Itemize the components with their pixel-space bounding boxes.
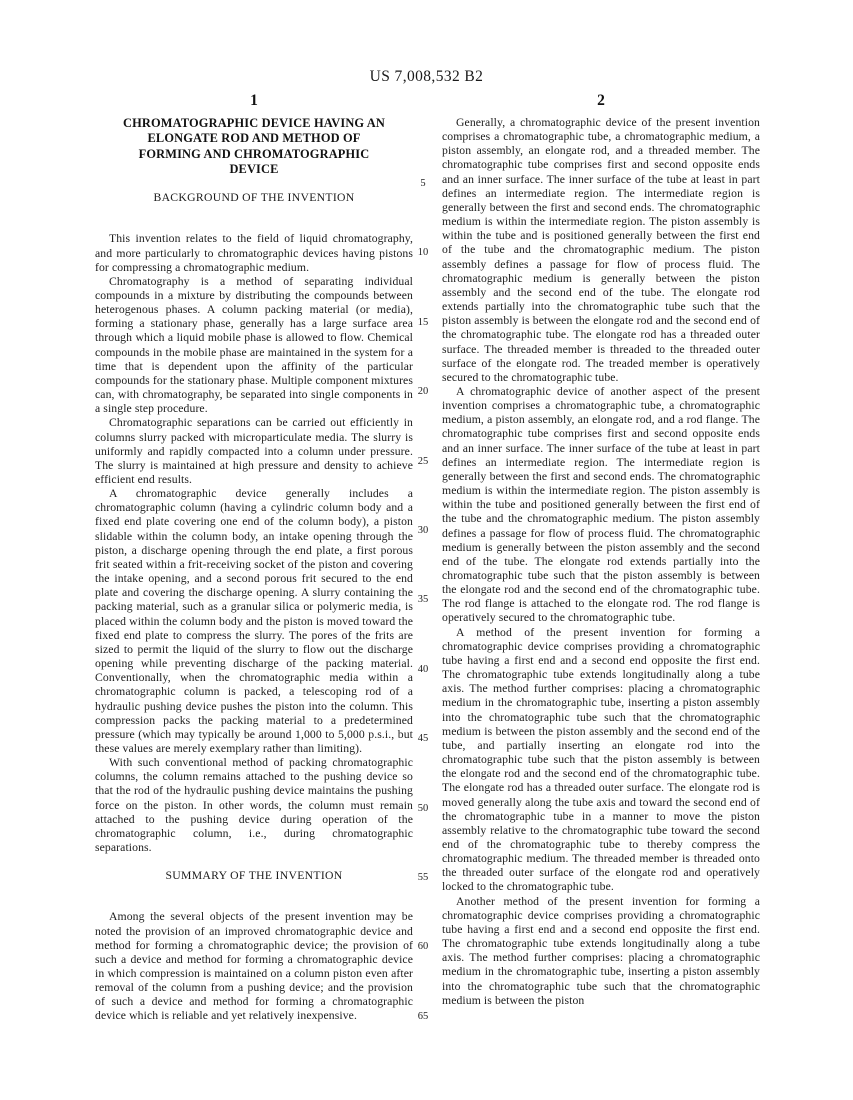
paragraph: With such conventional method of packing chromatographic columns, the column remains attached to the pushing device so that the rod of the hydraulic pushing device maintains the pushing force on the piston. In other words, the column must remain attached to the pushing device during operation of the chromatographic column, i.e., during chromatographic separations. xyxy=(95,756,413,855)
invention-title: CHROMATOGRAPHIC DEVICE HAVING AN ELONGATE ROD AND METHOD OF FORMING AND CHROMATOGRAPHIC DEVICE xyxy=(123,116,385,176)
left-column xyxy=(95,93,413,1024)
right-column xyxy=(442,93,760,1008)
line-number: 20 xyxy=(417,386,429,398)
paragraph: A chromatographic device generally includes a chromatographic column (having a cylindric column body and a fixed end plate covering one end of the column body), a piston slidable within the column body, an intake opening through the piston, a discharge opening through the end plate, a first porous frit seated within a frit-receiving socket of the piston and covering the intake opening, and a second porous frit secured to the end plate and covering the discharge opening. A slurry containing the packing material, such as a granular silica or polymeric media, is placed within the column body and the piston is moved toward the fixed end plate to compress the slurry. The pores of the frits are sized to permit the liquid of the slurry to flow out the discharge opening while preventing discharge of the packing material. Conventionally, when the chromatographic media within a chromatographic column is packed, a telescoping rod of a hydraulic pushing device pushes the piston into the column. This compression packs the packing material to a predetermined pressure (which may typically be around 1,000 to 5,000 p.s.i., but these values are merely exemplary rather than limiting). xyxy=(95,487,413,755)
line-number: 25 xyxy=(417,455,429,467)
left-column-sections xyxy=(95,191,413,1023)
line-number: 50 xyxy=(417,802,429,814)
line-number: 10 xyxy=(417,247,429,259)
paragraph: This invention relates to the field of liquid chromatography, and more particularly to chromatographic devices having pistons for compressing a chromatographic medium. xyxy=(95,232,413,274)
line-number-gutter xyxy=(409,177,437,1023)
paragraph: Chromatography is a method of separating individual compounds in a mixture by distributing the compounds between heterogenous phases. A column packing material (or media), forming a stationary phase, generally has a large surface area through which a liquid mobile phase is allowed to flow. Chemical compounds in the mobile phase are maintained in the system for a time that is dependent upon the affinity of the particular compounds for the stationary phase. Multiple component mixtures can, with chromatography, be separated into single components in a single step procedure. xyxy=(95,274,413,416)
column-number-1: 1 xyxy=(250,92,258,109)
line-number: 15 xyxy=(417,316,429,328)
paragraph: Generally, a chromatographic device of the present invention comprises a chromatographic tube, a chromatographic medium, a piston assembly, an elongate rod, and a threaded member. The chromatographic tube comprises first and second opposite ends and an inner surface. The inner surface of the tube at least in part defines an intermediate region. The intermediate region is generally between the first and second ends. The chromatographic medium is within the intermediate region. The piston assembly is within the tube and is positioned generally between the first end of the tube and the chromatographic medium. The piston assembly defines a passage for flow of process fluid. The chromatographic medium is generally between the piston assembly and the second end of the tube. The elongate rod extends partially into the chromatographic tube such that the piston assembly is between the elongate rod and the second end of the chromatographic tube. The elongate rod has a threaded outer surface. The threaded member is threaded to the threaded outer surface of the elongate rod. The treaded member is operatively secured to the chromatographic tube. xyxy=(442,116,760,384)
line-number: 60 xyxy=(417,941,429,953)
paragraph: Chromatographic separations can be carried out efficiently in columns slurry packed with microparticulate media. The slurry is uniformly and rapidly compacted into a column under pressure. The slurry is maintained at high pressure and density to achieve efficient end results. xyxy=(95,416,413,486)
paragraph: Among the several objects of the present invention may be noted the provision of an improved chromatographic device and method for forming a chromatographic device; the provision of such a device and method for forming a chromatographic device in which compression is maintained on a column piston even after removal of the column from a pushing device; and the provision of such a device and method for forming a chromatographic device which is reliable and yet relatively inexpensive. xyxy=(95,910,413,1023)
line-number: 45 xyxy=(417,733,429,745)
paragraph: A chromatographic device of another aspect of the present invention comprises a chromatographic tube, a chromatographic medium, a piston assembly, an elongate rod, and a rod flange. The chromatographic tube comprises first and second opposite ends and an inner surface. The inner surface of the tube at least in part defines an intermediate region. The intermediate region is generally between the first and second ends. The chromatographic medium is within the intermediate region. The piston assembly is within the tube and positioned generally between the first end of the tube and the chromatographic medium. The piston assembly defines a passage for flow of process fluid. The chromatographic medium is generally between the piston assembly and the second end of the tube. The elongate rod extends partially into the chromatographic tube such that the piston assembly is between the elongate rod and the second end of the chromatographic tube. The rod flange is attached to the elongate rod. The rod flange is operatively secured to the chromatographic tube. xyxy=(442,384,760,625)
line-number: 35 xyxy=(417,594,429,606)
right-column-paragraphs xyxy=(442,116,760,1008)
section-heading: SUMMARY OF THE INVENTION xyxy=(165,869,343,883)
line-number: 65 xyxy=(417,1010,429,1022)
line-number: 30 xyxy=(417,525,429,537)
patent-number-header: US 7,008,532 B2 xyxy=(369,68,484,85)
line-number: 40 xyxy=(417,663,429,675)
line-number: 5 xyxy=(420,178,426,189)
line-number: 55 xyxy=(417,872,429,884)
column-number-2: 2 xyxy=(597,92,605,109)
section-heading: BACKGROUND OF THE INVENTION xyxy=(153,191,355,205)
paragraph: Another method of the present invention for forming a chromatographic device comprises providing a chromatographic tube having a first end and a second end opposite the first end. The chromatographic tube extends longitudinally along a tube axis. The method further comprises: placing a chromatographic medium in the chromatographic tube, inserting a piston assembly into the chromatographic tube such that the chromatographic medium is between the piston xyxy=(442,894,760,1007)
paragraph: A method of the present invention for forming a chromatographic device comprises providing a chromatographic tube having a first end and a second end opposite the first end. The chromatographic tube extends longitudinally along a tube axis. The method further comprises: placing a chromatographic medium in the chromatographic tube, inserting a piston assembly into the chromatographic tube such that the chromatographic medium is between the piston assembly and the second end of the tube, and partially inserting an elongate rod into the chromatographic tube such that the piston assembly is between the elongate rod and the second end of the chromatographic tube. The elongate rod has a threaded outer surface. The elongate rod is moved generally along the tube axis and toward the second end of the chromatographic tube in a manner to move the piston assembly relative to the chromatographic tube toward the second end of the chromatographic tube to thereby compress the chromatographic medium. The threaded member is threaded onto the threaded outer surface of the elongate rod and operatively locked to the chromatographic tube. xyxy=(442,625,760,894)
